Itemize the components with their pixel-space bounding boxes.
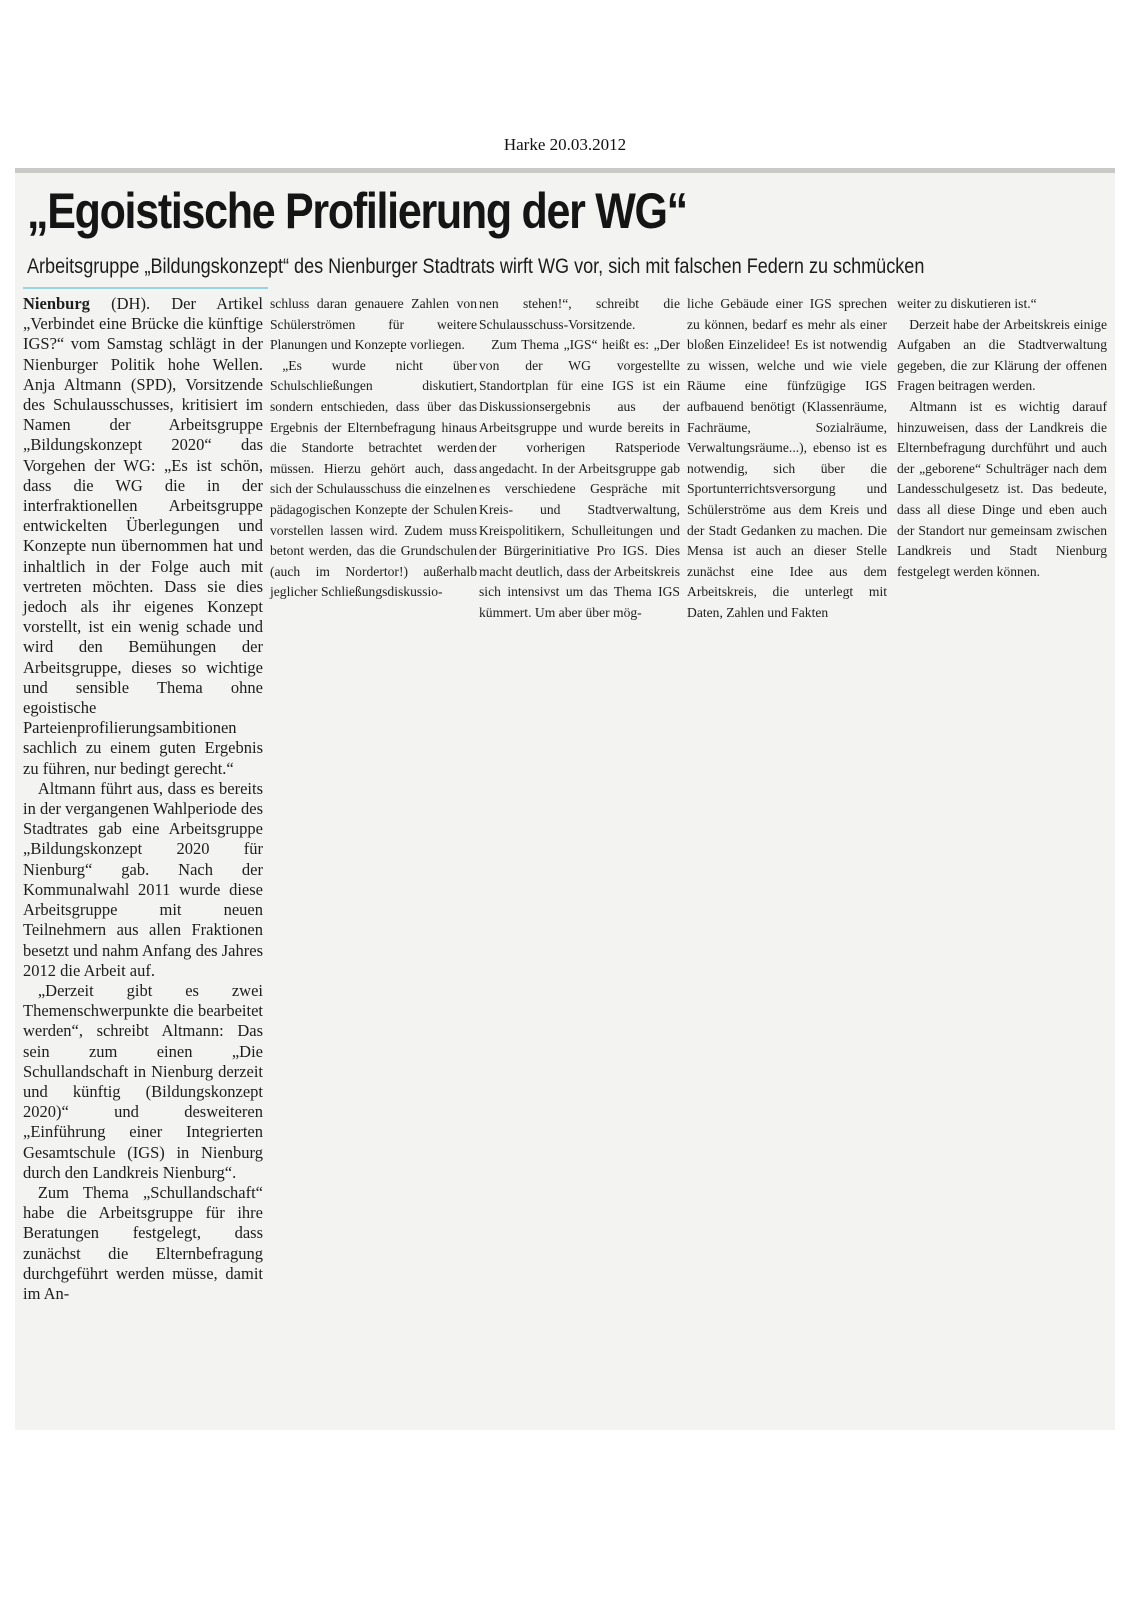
- column-1-paragraph-1: [23, 294, 263, 779]
- column-2-paragraph-1: schluss daran genauere Zahlen von Schülerströmen für weitere Planungen und Konzepte vorliegen.: [270, 296, 477, 353]
- column-5-paragraph-1: weiter zu diskutieren ist.“: [897, 296, 1037, 311]
- article-subheadline: Arbeitsgruppe „Bildungskonzept“ des Nienburger Stadtrats wirft WG vor, sich mit falschen Federn zu schmücken: [27, 254, 925, 278]
- article-column-2: [270, 294, 477, 603]
- article-column-1: [23, 294, 263, 1304]
- column-3-paragraph-1: nen stehen!“, schreibt die Schulausschuss-Vorsitzende.: [479, 296, 680, 332]
- article-column-4: [687, 294, 887, 624]
- column-1-paragraph-2: Altmann führt aus, dass es bereits in der vergangenen Wahlperiode des Stadtrates gab eine Arbeitsgruppe „Bildungskonzept 2020 für Nienburg“ gab. Nach der Kommunalwahl 2011 wurde diese Arbeitsgruppe mit neuen Teilnehmern aus allen Fraktionen besetzt und nahm Anfang des Jahres 2012 die Arbeit auf.: [23, 778, 263, 980]
- dateline: Nienburg: [23, 294, 90, 313]
- subheadline-rule: [23, 287, 268, 289]
- column-3-paragraph-2: Zum Thema „IGS“ heißt es: „Der von der WG vorgestellte Standortplan für eine IGS ist ein Diskussionsergebnis aus der Arbeitsgruppe und wurde bereits in der vorherigen Ratsperiode angedacht. In der Arbeitsgruppe gab es verschiedene Gespräche mit Kreis- und Stadtverwaltung, Kreispolitikern, Schulleitungen und der Bürgerinitiative Pro IGS. Dies macht deutlich, dass der Arbeitskreis sich intensivst um das Thema IGS kümmert. Um aber über mög-: [479, 337, 680, 620]
- page-header: Harke 20.03.2012: [503, 135, 627, 154]
- column-4-paragraph-1: liche Gebäude einer IGS sprechen zu können, bedarf es mehr als einer bloßen Einzelidee! Es ist notwendig zu wissen, welche und wie viele Räume eine fünfzügige IGS aufbauend benötigt (Klassenräume, Fachräume, Sozialräume, Verwaltungsräume...), ebenso ist es notwendig, sich über die Sportunterrichtsversorgung und Schülerströme aus dem Kreis und der Stadt Gedanken zu machen. Die Mensa ist auch an dieser Stelle zunächst eine Idee aus dem Arbeitskreis, die unterlegt mit Daten, Zahlen und Fakten: [687, 296, 887, 620]
- article-headline: „Egoistische Profilierung der WG“: [27, 183, 687, 239]
- column-2-paragraph-2: „Es wurde nicht über Schulschließungen diskutiert, sondern entschieden, dass über das Ergebnis der Elternbefragung hinaus die Standorte betrachtet werden müssen. Hierzu gehört auch, dass sich der Schulausschuss die einzelnen pädagogischen Konzepte der Schulen vorstellen lassen wird. Zudem muss betont werden, das die Grundschulen (auch im Nordertor!) außerhalb jeglicher Schließungsdiskussio-: [270, 357, 477, 600]
- article-column-5: [897, 294, 1107, 582]
- column-5-paragraph-3: Altmann ist es wichtig darauf hinzuweisen, dass der Landkreis die Elternbefragung durchführt und auch der „geborene“ Schulträger nach dem Landesschulgesetz ist. Das bedeute, dass all diese Dinge und eben auch der Standort nur gemeinsam zwischen Landkreis und Stadt Nienburg festgelegt werden können.: [897, 398, 1107, 579]
- lead-text: (DH). Der Artikel „Verbindet eine Brücke die künftige IGS?“ vom Samstag schlägt in der Nienburger Politik hohe Wellen. Anja Altmann (SPD), Vorsitzende des Schulausschusses, kritisiert im Namen der Arbeitsgruppe „Bildungskonzept 2020“ das Vorgehen der WG: „Es ist schön, dass die WG die in der interfraktionellen Arbeitsgruppe entwickelten Überlegungen und Konzepte nun übernommen hat und inhaltlich in der Folge auch mit vertreten möchten. Dass sie dies jedoch als ihr eigenes Konzept vorstellt, ist ein wenig schade und wird den Bemühungen der Arbeitsgruppe, dieses so wichtige und sensible Thema ohne egoistische Parteienprofilierungsambitionen sachlich zu einem guten Ergebnis zu führen, nur bedingt gerecht.“: [23, 294, 263, 778]
- article-column-3: [479, 294, 680, 624]
- newspaper-clipping: [15, 168, 1115, 1430]
- column-5-paragraph-2: Derzeit habe der Arbeitskreis einige Aufgaben an die Stadtverwaltung gegeben, die zur Klärung der offenen Fragen beitragen werden.: [897, 316, 1107, 394]
- column-1-paragraph-3: „Derzeit gibt es zwei Themenschwerpunkte die bearbeitet werden“, schreibt Altmann: Das sein zum einen „Die Schullandschaft in Nienburg derzeit und künftig (Bildungskonzept 2020)“ und desweiteren „Einführung einer Integrierten Gesamtschule (IGS) in Nienburg durch den Landkreis Nienburg“.: [23, 980, 263, 1182]
- column-1-paragraph-4: Zum Thema „Schullandschaft“ habe die Arbeitsgruppe für ihre Beratungen festgelegt, dass zunächst die Elternbefragung durchgeführt werden müsse, damit im An-: [23, 1182, 263, 1303]
- top-rule: [15, 168, 1115, 173]
